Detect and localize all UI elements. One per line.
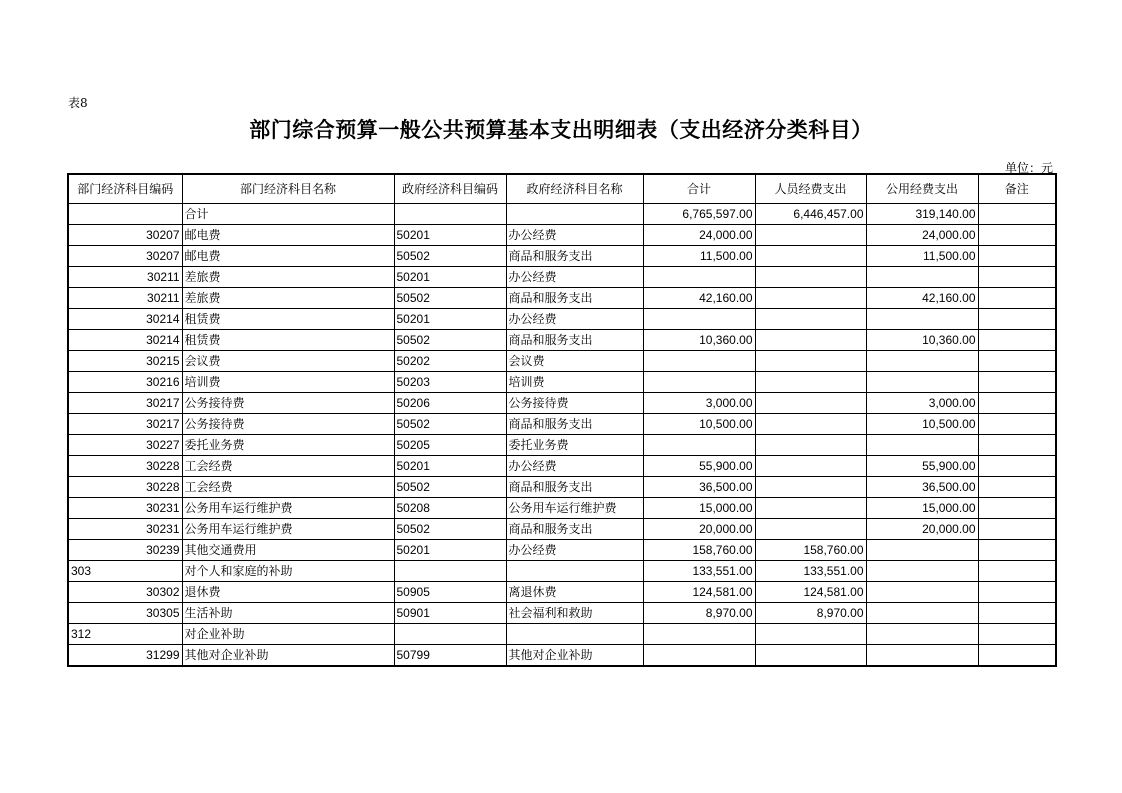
cell-gov-name: [506, 204, 643, 225]
cell-dept-name: 合计: [182, 204, 394, 225]
cell-personnel: [755, 435, 866, 456]
cell-note: [978, 519, 1056, 540]
cell-dept-name: 公务接待费: [182, 414, 394, 435]
cell-public: [866, 561, 978, 582]
cell-dept-name: 会议费: [182, 351, 394, 372]
cell-total: 3,000.00: [643, 393, 755, 414]
cell-personnel: 124,581.00: [755, 582, 866, 603]
cell-note: [978, 246, 1056, 267]
header-gov-name: 政府经济科目名称: [506, 174, 643, 204]
cell-gov-code: 50201: [394, 225, 506, 246]
cell-gov-code: [394, 624, 506, 645]
table-row: [68, 414, 1056, 435]
cell-total: 8,970.00: [643, 603, 755, 624]
header-row: [68, 174, 1056, 204]
page-title: 部门综合预算一般公共预算基本支出明细表（支出经济分类科目）: [249, 118, 873, 142]
cell-total: 10,500.00: [643, 414, 755, 435]
cell-total: 42,160.00: [643, 288, 755, 309]
cell-dept-name: 委托业务费: [182, 435, 394, 456]
cell-total: 10,360.00: [643, 330, 755, 351]
cell-gov-code: 50208: [394, 498, 506, 519]
cell-gov-name: 培训费: [506, 372, 643, 393]
cell-gov-name: 商品和服务支出: [506, 477, 643, 498]
cell-public: 24,000.00: [866, 225, 978, 246]
cell-dept-name: 其他交通费用: [182, 540, 394, 561]
cell-gov-code: 50905: [394, 582, 506, 603]
cell-gov-name: 其他对企业补助: [506, 645, 643, 667]
cell-gov-code: 50206: [394, 393, 506, 414]
cell-gov-name: 委托业务费: [506, 435, 643, 456]
cell-note: [978, 435, 1056, 456]
cell-gov-code: 50201: [394, 456, 506, 477]
cell-public: [866, 309, 978, 330]
table-row: [68, 225, 1056, 246]
header-dept-name: 部门经济科目名称: [182, 174, 394, 204]
cell-total: [643, 372, 755, 393]
cell-total: 24,000.00: [643, 225, 755, 246]
cell-gov-name: 会议费: [506, 351, 643, 372]
cell-personnel: [755, 330, 866, 351]
cell-note: [978, 330, 1056, 351]
cell-dept-name: 培训费: [182, 372, 394, 393]
table-row: [68, 351, 1056, 372]
cell-total: 6,765,597.00: [643, 204, 755, 225]
cell-total: [643, 351, 755, 372]
cell-personnel: [755, 624, 866, 645]
cell-dept-code: 30239: [68, 540, 182, 561]
cell-dept-code: 30305: [68, 603, 182, 624]
cell-personnel: [755, 414, 866, 435]
cell-public: [866, 582, 978, 603]
cell-note: [978, 267, 1056, 288]
cell-dept-code: 30228: [68, 477, 182, 498]
cell-total: 36,500.00: [643, 477, 755, 498]
cell-public: [866, 540, 978, 561]
cell-dept-name: 租赁费: [182, 330, 394, 351]
cell-dept-name: 差旅费: [182, 288, 394, 309]
cell-gov-code: 50502: [394, 288, 506, 309]
cell-personnel: [755, 351, 866, 372]
table-row: [68, 330, 1056, 351]
table-number: 表8: [68, 96, 88, 110]
cell-note: [978, 645, 1056, 667]
cell-personnel: 158,760.00: [755, 540, 866, 561]
cell-total: 20,000.00: [643, 519, 755, 540]
cell-public: [866, 351, 978, 372]
cell-personnel: [755, 288, 866, 309]
cell-public: [866, 624, 978, 645]
cell-gov-code: 50202: [394, 351, 506, 372]
cell-gov-code: 50502: [394, 330, 506, 351]
cell-personnel: [755, 225, 866, 246]
cell-gov-name: [506, 561, 643, 582]
cell-total: 55,900.00: [643, 456, 755, 477]
cell-personnel: [755, 267, 866, 288]
cell-personnel: [755, 519, 866, 540]
cell-dept-code: 312: [68, 624, 182, 645]
cell-personnel: [755, 246, 866, 267]
cell-dept-name: 公务接待费: [182, 393, 394, 414]
cell-dept-name: 差旅费: [182, 267, 394, 288]
cell-gov-code: [394, 204, 506, 225]
cell-note: [978, 582, 1056, 603]
cell-gov-name: 商品和服务支出: [506, 330, 643, 351]
cell-dept-code: 30231: [68, 498, 182, 519]
cell-total: 133,551.00: [643, 561, 755, 582]
cell-public: 42,160.00: [866, 288, 978, 309]
cell-personnel: 6,446,457.00: [755, 204, 866, 225]
header-gov-code: 政府经济科目编码: [394, 174, 506, 204]
cell-gov-name: 商品和服务支出: [506, 414, 643, 435]
cell-total: [643, 309, 755, 330]
cell-total: 158,760.00: [643, 540, 755, 561]
cell-dept-code: 30215: [68, 351, 182, 372]
cell-dept-code: 30227: [68, 435, 182, 456]
table-body: [68, 204, 1056, 667]
cell-note: [978, 351, 1056, 372]
total-row: [68, 204, 1056, 225]
cell-note: [978, 456, 1056, 477]
cell-total: [643, 267, 755, 288]
header-personnel: 人员经费支出: [755, 174, 866, 204]
cell-public: [866, 372, 978, 393]
cell-personnel: 133,551.00: [755, 561, 866, 582]
cell-personnel: [755, 309, 866, 330]
cell-dept-code: 30216: [68, 372, 182, 393]
cell-dept-code: 303: [68, 561, 182, 582]
cell-dept-name: 对企业补助: [182, 624, 394, 645]
table-row: [68, 456, 1056, 477]
cell-dept-code: 30207: [68, 246, 182, 267]
table-row: [68, 246, 1056, 267]
cell-gov-name: 商品和服务支出: [506, 246, 643, 267]
cell-total: 15,000.00: [643, 498, 755, 519]
table-row: [68, 393, 1056, 414]
cell-dept-code: 30214: [68, 330, 182, 351]
cell-note: [978, 624, 1056, 645]
table-row: [68, 561, 1056, 582]
cell-gov-code: 50502: [394, 519, 506, 540]
cell-note: [978, 414, 1056, 435]
budget-table: [67, 173, 1057, 667]
cell-gov-code: 50203: [394, 372, 506, 393]
cell-dept-name: 租赁费: [182, 309, 394, 330]
cell-gov-name: 公务接待费: [506, 393, 643, 414]
table-row: [68, 645, 1056, 667]
cell-gov-code: 50201: [394, 309, 506, 330]
table-row: [68, 372, 1056, 393]
table-row: [68, 498, 1056, 519]
cell-note: [978, 561, 1056, 582]
cell-dept-name: 公务用车运行维护费: [182, 498, 394, 519]
cell-note: [978, 288, 1056, 309]
cell-public: 10,500.00: [866, 414, 978, 435]
table-row: [68, 540, 1056, 561]
cell-public: 3,000.00: [866, 393, 978, 414]
table-row: [68, 267, 1056, 288]
cell-note: [978, 540, 1056, 561]
cell-dept-name: 退休费: [182, 582, 394, 603]
cell-dept-name: 邮电费: [182, 246, 394, 267]
cell-total: [643, 645, 755, 667]
cell-dept-code: 30207: [68, 225, 182, 246]
cell-note: [978, 498, 1056, 519]
cell-gov-name: 商品和服务支出: [506, 288, 643, 309]
cell-gov-code: 50502: [394, 477, 506, 498]
cell-note: [978, 204, 1056, 225]
cell-gov-code: [394, 561, 506, 582]
cell-public: 20,000.00: [866, 519, 978, 540]
cell-gov-code: 50201: [394, 540, 506, 561]
cell-gov-code: 50901: [394, 603, 506, 624]
cell-dept-name: 工会经费: [182, 456, 394, 477]
cell-personnel: [755, 372, 866, 393]
table-row: [68, 288, 1056, 309]
table-row: [68, 435, 1056, 456]
header-dept-code: 部门经济科目编码: [68, 174, 182, 204]
cell-dept-code: 30231: [68, 519, 182, 540]
cell-dept-name: 对个人和家庭的补助: [182, 561, 394, 582]
cell-dept-code: 30302: [68, 582, 182, 603]
cell-gov-code: 50502: [394, 414, 506, 435]
cell-dept-name: 生活补助: [182, 603, 394, 624]
cell-gov-code: 50201: [394, 267, 506, 288]
cell-public: 10,360.00: [866, 330, 978, 351]
header-total: 合计: [643, 174, 755, 204]
cell-dept-code: 30228: [68, 456, 182, 477]
cell-dept-code: 30211: [68, 267, 182, 288]
cell-total: 11,500.00: [643, 246, 755, 267]
cell-public: [866, 267, 978, 288]
cell-gov-name: 办公经费: [506, 540, 643, 561]
cell-note: [978, 309, 1056, 330]
table-row: [68, 477, 1056, 498]
cell-dept-name: 其他对企业补助: [182, 645, 394, 667]
cell-note: [978, 393, 1056, 414]
table-row: [68, 309, 1056, 330]
cell-note: [978, 477, 1056, 498]
cell-dept-name: 邮电费: [182, 225, 394, 246]
cell-dept-code: 30217: [68, 414, 182, 435]
header-note: 备注: [978, 174, 1056, 204]
cell-dept-code: 30217: [68, 393, 182, 414]
cell-gov-name: 办公经费: [506, 267, 643, 288]
cell-personnel: [755, 393, 866, 414]
cell-total: [643, 435, 755, 456]
cell-gov-name: 公务用车运行维护费: [506, 498, 643, 519]
cell-gov-code: 50799: [394, 645, 506, 667]
cell-public: 15,000.00: [866, 498, 978, 519]
cell-total: [643, 624, 755, 645]
unit-label: 单位：元: [1004, 161, 1053, 175]
header-public: 公用经费支出: [866, 174, 978, 204]
cell-note: [978, 372, 1056, 393]
table-row: [68, 519, 1056, 540]
cell-public: 55,900.00: [866, 456, 978, 477]
cell-personnel: [755, 456, 866, 477]
cell-personnel: [755, 645, 866, 667]
cell-gov-name: 办公经费: [506, 456, 643, 477]
table-row: [68, 624, 1056, 645]
cell-personnel: [755, 498, 866, 519]
cell-gov-code: 50502: [394, 246, 506, 267]
cell-personnel: 8,970.00: [755, 603, 866, 624]
cell-note: [978, 225, 1056, 246]
cell-total: 124,581.00: [643, 582, 755, 603]
cell-dept-code: [68, 204, 182, 225]
cell-public: 36,500.00: [866, 477, 978, 498]
cell-dept-name: 公务用车运行维护费: [182, 519, 394, 540]
cell-gov-name: 办公经费: [506, 309, 643, 330]
cell-public: 319,140.00: [866, 204, 978, 225]
cell-note: [978, 603, 1056, 624]
cell-gov-name: 商品和服务支出: [506, 519, 643, 540]
cell-gov-code: 50205: [394, 435, 506, 456]
table-row: [68, 603, 1056, 624]
cell-public: [866, 603, 978, 624]
cell-gov-name: [506, 624, 643, 645]
cell-gov-name: 办公经费: [506, 225, 643, 246]
cell-dept-code: 31299: [68, 645, 182, 667]
cell-dept-name: 工会经费: [182, 477, 394, 498]
cell-dept-code: 30211: [68, 288, 182, 309]
table-row: [68, 582, 1056, 603]
cell-dept-code: 30214: [68, 309, 182, 330]
cell-public: 11,500.00: [866, 246, 978, 267]
cell-public: [866, 645, 978, 667]
cell-personnel: [755, 477, 866, 498]
cell-gov-name: 离退休费: [506, 582, 643, 603]
cell-gov-name: 社会福利和救助: [506, 603, 643, 624]
cell-public: [866, 435, 978, 456]
